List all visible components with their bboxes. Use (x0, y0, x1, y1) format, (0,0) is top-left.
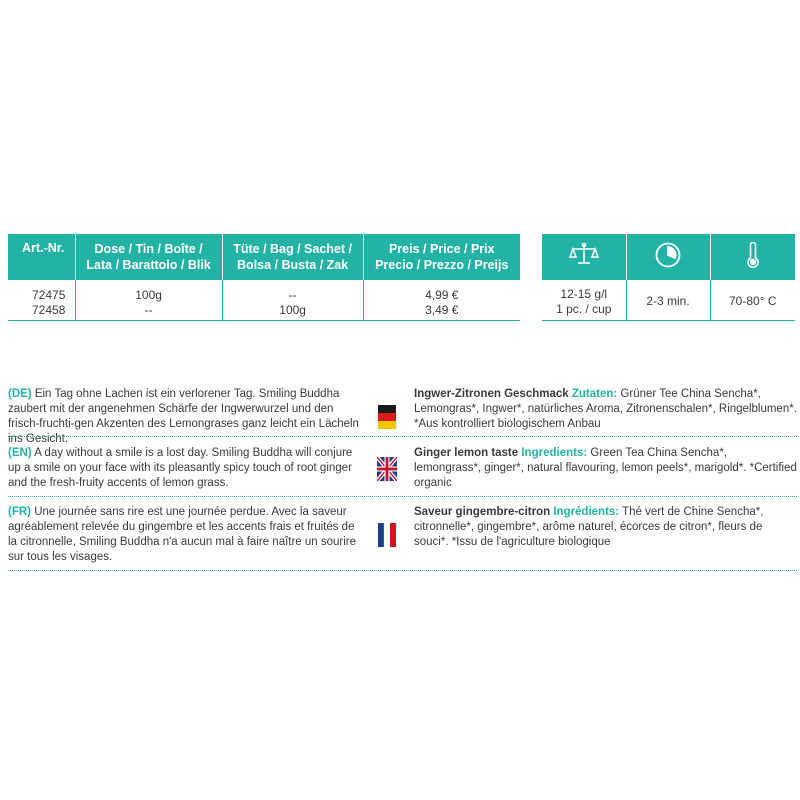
amount-value: 12-15 g/l 1 pc. / cup (542, 280, 626, 320)
thermometer-icon (710, 234, 795, 280)
ingredients-de: Ingwer-Zitronen Geschmack Zutaten: Grüner Tee China Sencha*, Lemongras*, Ingwer*, natürliches Aroma, Zitronenschalen*, Ringelblumen*. *Aus kontrolliert biologischem Anbau (414, 388, 797, 430)
bag-values: -- 100g (222, 280, 363, 320)
time-value: 2-3 min. (626, 280, 710, 320)
uk-flag-icon (370, 446, 404, 491)
ingredients-fr: Saveur gingembre-citron Ingrédients: Thé vert de Chine Sencha*, citronnelle*, gingembre*, arôme naturel, écorces de citron*, fleurs de souci*. *Issu de l'agriculture biologique (414, 506, 764, 548)
lang-block-en (8, 446, 797, 497)
timer-icon (626, 234, 710, 280)
temperature-value: 70-80° C (710, 280, 795, 320)
header-price: Preis / Price / Prix Precio / Prezzo / Preijs (375, 242, 509, 272)
price-values: 4,99 € 3,49 € (363, 280, 520, 320)
header-bag: Tüte / Bag / Sachet / Bolsa / Busta / Zak (222, 234, 363, 280)
divider (8, 496, 797, 497)
divider (8, 436, 797, 437)
preparation-table (542, 234, 795, 321)
divider (8, 570, 797, 571)
tin-values: 100g -- (75, 280, 222, 320)
germany-flag-icon (370, 387, 404, 447)
product-table (8, 234, 520, 321)
lang-block-fr (8, 505, 797, 571)
description-en: (EN) A day without a smile is a lost day. Smiling Buddha will conjure up a smile on your face with its pleasantly spicy touch of root ginger and the fresh-fruity accents of lemon grass. (8, 447, 353, 489)
header-art-nr: Art.-Nr. (8, 234, 75, 280)
scale-icon (542, 234, 626, 280)
france-flag-icon (370, 505, 404, 565)
table-row (542, 280, 795, 320)
ingredients-en: Ginger lemon taste Ingredients: Green Tea China Sencha*, lemongrass*, ginger*, natural flavouring, lemon peels*, marigold*. *Certified organic (414, 447, 797, 489)
description-de: (DE) Ein Tag ohne Lachen ist ein verlorener Tag. Smiling Buddha zaubert mit der angenehmen Schärfe der Ingwerwurzel und den frisch-fruchti-gen Akzenten des Lemongrases ganz leicht ein Lächeln ins Gesicht. (8, 388, 359, 445)
header-tin: Dose / Tin / Boîte / Lata / Barattolo / Blik (75, 234, 222, 280)
lang-block-de (8, 387, 797, 453)
art-numbers: 72475 72458 (8, 280, 75, 320)
table-row (8, 280, 520, 320)
description-fr: (FR) Une journée sans rire est une journée perdue. Avec la saveur agréablement relevée du gingembre et les accents frais et fruités de la citronnelle, Smiling Buddha n'a aucun mal à faire naître un sourire sur tous les visages. (8, 506, 357, 563)
